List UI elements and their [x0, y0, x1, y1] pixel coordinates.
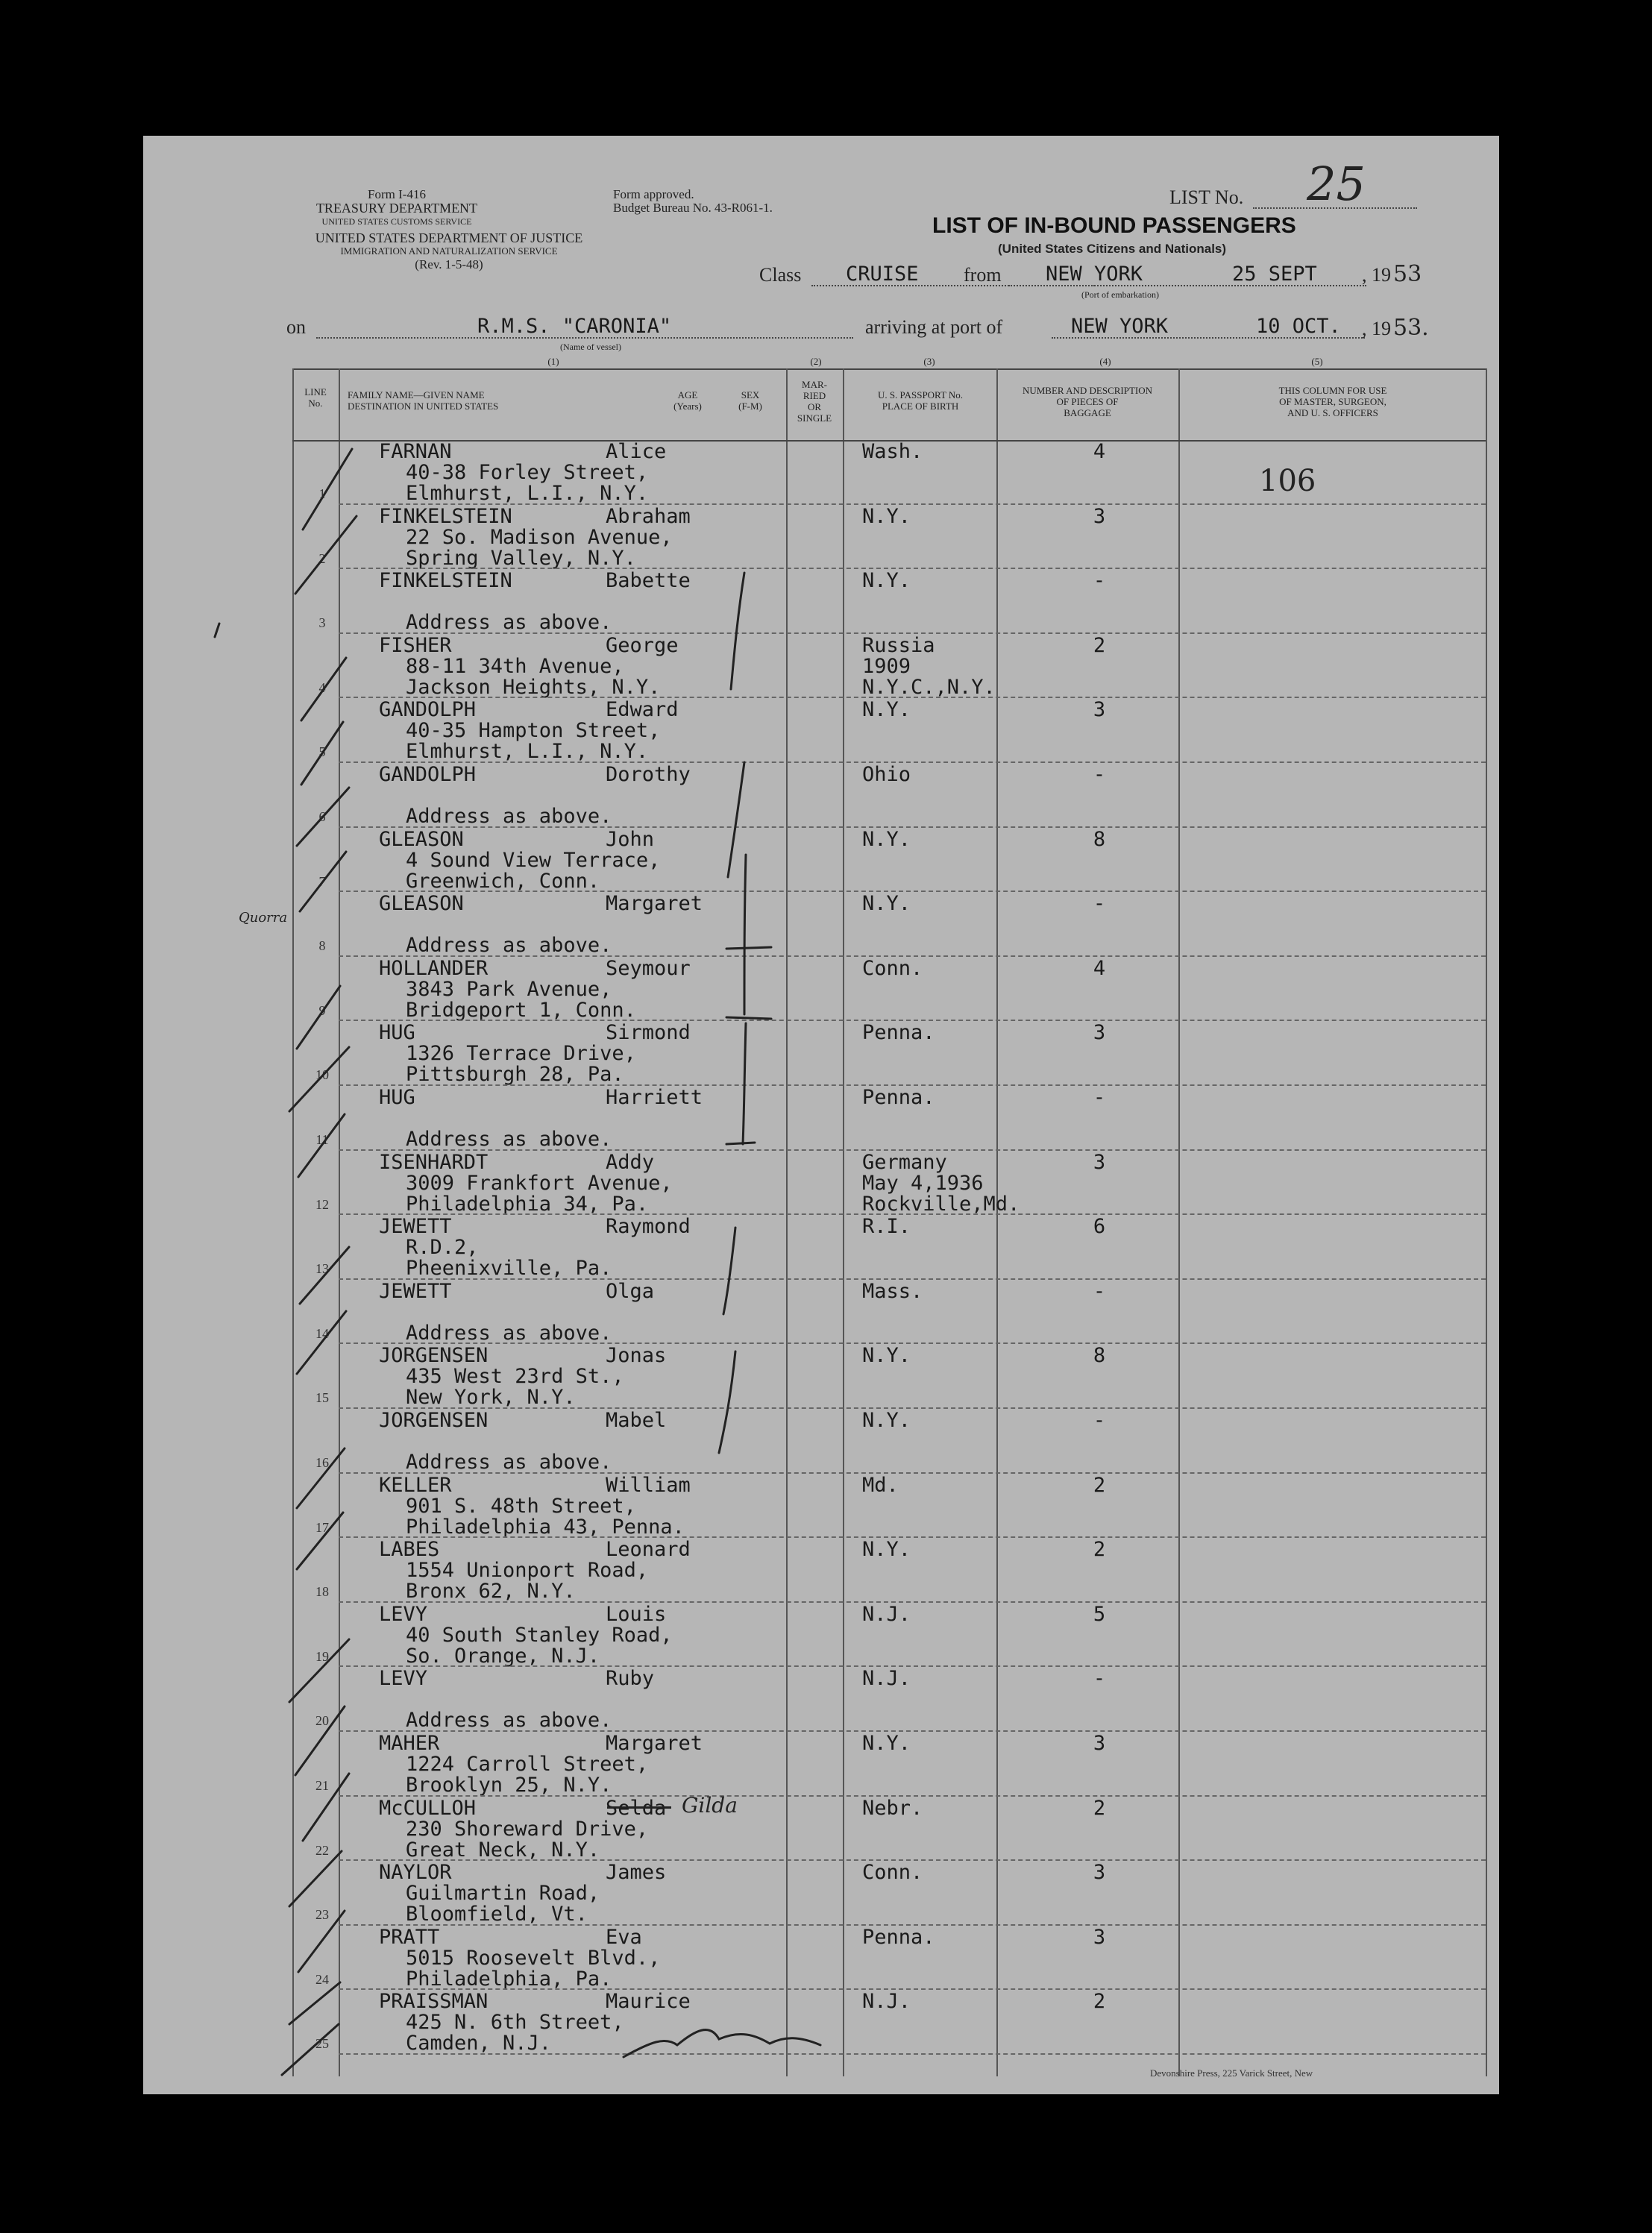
col-num-2: (2)	[810, 356, 822, 367]
baggage-count: 4	[1093, 440, 1106, 463]
tick-mark	[301, 722, 343, 785]
line-number: 23	[315, 1907, 329, 1923]
birthplace: Ohio	[862, 763, 911, 786]
arrival-year: 53.	[1393, 315, 1429, 341]
bracket-line	[744, 855, 746, 1014]
address-line-2: Address as above.	[406, 1451, 612, 1474]
baggage-count: -	[1093, 892, 1106, 916]
line-number: 9	[318, 1002, 326, 1018]
given-name: Eva	[606, 1925, 642, 1949]
family-name: HUG	[379, 1021, 415, 1045]
line-number: 19	[315, 1648, 329, 1664]
list-number: 25	[1307, 157, 1366, 211]
line-number: 4	[318, 679, 326, 695]
line-number: 24	[315, 1971, 329, 1987]
family-name: GANDOLPH	[379, 763, 477, 786]
line-number: 1	[318, 486, 326, 501]
birthplace: Penna.	[862, 1925, 935, 1949]
form-number: Form I-416	[368, 187, 426, 201]
baggage-count: 2	[1093, 1473, 1106, 1497]
family-name: HUG	[379, 1086, 415, 1109]
tick-mark	[301, 658, 346, 720]
address-line-1: 4 Sound View Terrace,	[406, 848, 661, 872]
birthplace: Germany	[862, 1150, 947, 1174]
given-name: Harriett	[606, 1086, 703, 1109]
col-header-line: LINE No.	[304, 386, 327, 409]
tick-mark	[282, 2024, 339, 2075]
address-line-1: 230 Shoreward Drive,	[406, 1817, 649, 1841]
birthplace: N.J.	[862, 1990, 911, 2014]
baggage-count: 3	[1093, 1861, 1106, 1885]
birthplace: N.J.	[862, 1602, 911, 1626]
bracket-line	[731, 573, 744, 689]
baggage-count: -	[1093, 1667, 1106, 1691]
family-name: GLEASON	[379, 892, 464, 916]
given-name: Selda	[606, 1796, 667, 1820]
baggage-count: -	[1093, 763, 1106, 786]
address-line-2: Pheenixville, Pa.	[406, 1257, 612, 1281]
birthplace: R.I.	[862, 1215, 911, 1239]
baggage-count: 5	[1093, 1602, 1106, 1626]
birthplace: Wash.	[862, 440, 923, 463]
family-name: LABES	[379, 1538, 440, 1562]
address-line-1: Guilmartin Road,	[406, 1882, 600, 1906]
on-label: on	[286, 316, 306, 338]
address-line-1: 425 N. 6th Street,	[406, 2011, 624, 2035]
printer-footer: Devonshire Press, 225 Varick Street, New	[1150, 2067, 1313, 2079]
address-line-2: Philadelphia 34, Pa.	[406, 1192, 649, 1216]
class-value: CRUISE	[846, 263, 919, 286]
address-line-1: 3009 Frankfort Avenue,	[406, 1171, 673, 1195]
line-number: 14	[315, 1325, 329, 1341]
address-line-2: Address as above.	[406, 805, 612, 828]
handwritten-correction-22: Gilda	[682, 1793, 738, 1818]
address-line-1: 435 West 23rd St.,	[406, 1365, 624, 1389]
list-label: LIST No.	[1169, 186, 1244, 208]
address-line-2: Elmhurst, L.I., N.Y.	[406, 740, 649, 764]
address-line-1: 22 So. Madison Avenue,	[406, 525, 673, 549]
bracket-line	[728, 762, 744, 877]
line-number: 8	[318, 938, 326, 954]
embarkation-port: NEW YORK	[1046, 263, 1143, 286]
tick-mark	[289, 1639, 349, 1702]
birthplace: Conn.	[862, 956, 923, 980]
given-name: Ruby	[606, 1667, 655, 1691]
revision: (Rev. 1-5-48)	[415, 257, 483, 271]
family-name: ISENHARDT	[379, 1150, 489, 1174]
given-name: Seymour	[606, 956, 691, 980]
family-name: McCULLOH	[379, 1796, 477, 1820]
tick-mark	[289, 1982, 340, 2024]
page-subtitle: (United States Citizens and Nationals)	[998, 242, 1227, 256]
given-name: Jonas	[606, 1344, 667, 1368]
birth-detail-2: N.Y.C.,N.Y.	[862, 675, 996, 699]
col-header-passport: U. S. PASSPORT No. PLACE OF BIRTH	[877, 389, 964, 412]
family-name: PRAISSMAN	[379, 1990, 489, 2014]
address-line-2: So. Orange, N.J.	[406, 1644, 600, 1668]
bracket-line	[723, 1228, 735, 1314]
tick-mark	[300, 1247, 349, 1304]
birthplace: N.Y.	[862, 1538, 911, 1562]
baggage-count: -	[1093, 1086, 1106, 1109]
address-line-2: Address as above.	[406, 934, 612, 958]
tick-mark	[303, 449, 352, 530]
vessel-note: (Name of vessel)	[560, 342, 621, 352]
address-line-1: R.D.2,	[406, 1236, 479, 1260]
baggage-count: 3	[1093, 698, 1106, 722]
address-line-2: Great Neck, N.Y.	[406, 1838, 600, 1862]
col-header-baggage: NUMBER AND DESCRIPTION OF PIECES OF BAGGAGE	[1022, 385, 1153, 418]
given-name: Maurice	[606, 1990, 691, 2014]
baggage-count: -	[1093, 1409, 1106, 1432]
address-line-2: Bloomfield, Vt.	[406, 1903, 588, 1926]
line-number: 7	[318, 873, 326, 889]
address-line-1: 1554 Unionport Road,	[406, 1559, 649, 1583]
baggage-count: 3	[1093, 1925, 1106, 1949]
baggage-count: 3	[1093, 1732, 1106, 1755]
line-number: 12	[315, 1196, 329, 1212]
address-line-2: Camden, N.J.	[406, 2032, 552, 2055]
address-line-2: Elmhurst, L.I., N.Y.	[406, 482, 649, 505]
col-num-1: (1)	[547, 356, 559, 367]
col-header-name: FAMILY NAME—GIVEN NAME DESTINATION IN UNITED STATES	[348, 389, 499, 412]
family-name: NAYLOR	[379, 1861, 452, 1885]
baggage-count: 6	[1093, 1215, 1106, 1239]
baggage-count: 8	[1093, 1344, 1106, 1368]
line-number: 5	[318, 744, 326, 760]
given-name: Sirmond	[606, 1021, 691, 1045]
col-num-5: (5)	[1311, 356, 1323, 367]
baggage-count: 3	[1093, 504, 1106, 528]
col-header-officers: THIS COLUMN FOR USE OF MASTER, SURGEON, AND U. S. OFFICERS	[1278, 385, 1387, 418]
line-number: 11	[315, 1132, 329, 1147]
family-name: MAHER	[379, 1732, 440, 1755]
baggage-count: 2	[1093, 633, 1106, 657]
birthplace: N.Y.	[862, 1344, 911, 1368]
arrival-date: 10 OCT.	[1256, 315, 1341, 338]
family-name: LEVY	[379, 1602, 428, 1626]
address-line-2: Greenwich, Conn.	[406, 869, 600, 893]
address-line-2: Address as above.	[406, 1709, 612, 1733]
bracket-line	[726, 1017, 771, 1019]
bracket-line	[719, 1351, 735, 1453]
line-number: 13	[315, 1261, 329, 1277]
col-header-married: MAR- RIED OR SINGLE	[797, 379, 832, 424]
address-line-2: Jackson Heights, N.Y.	[406, 675, 661, 699]
passenger-manifest-page	[143, 136, 1499, 2094]
address-line-2: Address as above.	[406, 1128, 612, 1151]
tick-mark	[297, 1448, 345, 1508]
given-name: Babette	[606, 569, 691, 593]
family-name: JEWETT	[379, 1279, 452, 1303]
given-name: Alice	[606, 440, 667, 463]
birthplace: N.Y.	[862, 827, 911, 851]
birthplace: Mass.	[862, 1279, 923, 1303]
margin-note: Quorra	[239, 910, 288, 926]
arriving-label: arriving at port of	[865, 316, 1003, 338]
address-line-1: 40-35 Hampton Street,	[406, 719, 661, 743]
treasury-dept: TREASURY DEPARTMENT	[315, 201, 478, 216]
baggage-count: -	[1093, 569, 1106, 593]
budget-bureau: Budget Bureau No. 43-R061-1.	[613, 201, 773, 215]
tick-mark	[297, 986, 340, 1049]
bracket-line	[726, 1143, 755, 1144]
birthplace: Nebr.	[862, 1796, 923, 1820]
given-name: George	[606, 633, 679, 657]
birthplace: Conn.	[862, 1861, 923, 1885]
line-number: 17	[315, 1519, 329, 1535]
ins-service: IMMIGRATION AND NATURALIZATION SERVICE	[340, 245, 558, 257]
tick-mark	[298, 1911, 345, 1972]
family-name: FARNAN	[379, 440, 452, 463]
given-name: Raymond	[606, 1215, 691, 1239]
address-line-1: 40 South Stanley Road,	[406, 1623, 673, 1647]
officer-note: 106	[1259, 464, 1316, 498]
given-name: John	[606, 827, 655, 851]
tick-marks	[143, 136, 1499, 2094]
birth-detail-2: Rockville,Md.	[862, 1192, 1020, 1216]
line-number: 15	[315, 1390, 329, 1406]
given-name: Mabel	[606, 1409, 667, 1432]
given-name: Margaret	[606, 892, 703, 916]
family-name: FINKELSTEIN	[379, 569, 512, 593]
form-approved: Form approved.	[613, 187, 694, 201]
year-prefix-1: , 19	[1362, 264, 1391, 286]
tick-mark	[300, 852, 346, 911]
customs-service: UNITED STATES CUSTOMS SERVICE	[321, 216, 472, 227]
col-header-sex: SEX (F-M)	[738, 389, 762, 412]
given-name: Abraham	[606, 504, 691, 528]
address-line-1: 40-38 Forley Street,	[406, 461, 649, 484]
address-line-2: New York, N.Y.	[406, 1386, 576, 1410]
baggage-count: 2	[1093, 1796, 1106, 1820]
tick-mark	[297, 1311, 346, 1374]
address-line-1: 88-11 34th Avenue,	[406, 654, 624, 678]
bracket-line	[743, 1023, 746, 1144]
family-name: GANDOLPH	[379, 698, 477, 722]
given-name: James	[606, 1861, 667, 1885]
birthplace: Penna.	[862, 1021, 935, 1045]
address-line-1: 901 S. 48th Street,	[406, 1494, 636, 1518]
line-number: 16	[315, 1455, 329, 1470]
departure-year: 53	[1393, 261, 1422, 287]
line-number: 2	[318, 550, 326, 566]
baggage-count: -	[1093, 1279, 1106, 1303]
address-line-2: Bronx 62, N.Y.	[406, 1580, 576, 1604]
address-line-1: 1224 Carroll Street,	[406, 1753, 649, 1776]
birthplace: N.Y.	[862, 1409, 911, 1432]
year-prefix-2: , 19	[1362, 318, 1391, 339]
birthplace: Russia	[862, 633, 935, 657]
line-number: 3	[318, 615, 326, 631]
birth-detail: 1909	[862, 654, 911, 678]
from-label: from	[964, 264, 1002, 286]
family-name: FINKELSTEIN	[379, 504, 512, 528]
given-name: Edward	[606, 698, 679, 722]
family-name: GLEASON	[379, 827, 464, 851]
vessel-name: R.M.S. "CARONIA"	[477, 315, 672, 338]
given-name: Addy	[606, 1150, 655, 1174]
family-name: HOLLANDER	[379, 956, 489, 980]
line-number: 20	[315, 1713, 329, 1729]
birthplace: N.Y.	[862, 1732, 911, 1755]
address-line-1: 1326 Terrace Drive,	[406, 1042, 636, 1066]
baggage-count: 3	[1093, 1021, 1106, 1045]
address-line-2: Philadelphia 43, Penna.	[406, 1515, 685, 1539]
tick-mark	[295, 1706, 345, 1775]
given-name: Leonard	[606, 1538, 691, 1562]
baggage-count: 8	[1093, 827, 1106, 851]
birthplace: N.Y.	[862, 504, 911, 528]
address-line-2: Brooklyn 25, N.Y.	[406, 1774, 612, 1797]
given-name: Margaret	[606, 1732, 703, 1755]
birthplace: Md.	[862, 1473, 899, 1497]
address-line-2: Pittsburgh 28, Pa.	[406, 1063, 624, 1087]
family-name: KELLER	[379, 1473, 452, 1497]
bracket-line	[726, 947, 771, 949]
given-name: Louis	[606, 1602, 667, 1626]
address-line-2: Philadelphia, Pa.	[406, 1967, 612, 1991]
embarkation-note: (Port of embarkation)	[1081, 289, 1159, 300]
tick-mark	[289, 1851, 342, 1906]
given-name: William	[606, 1473, 691, 1497]
family-name: JORGENSEN	[379, 1344, 489, 1368]
family-name: JORGENSEN	[379, 1409, 489, 1432]
birthplace: N.J.	[862, 1667, 911, 1691]
tick-mark	[297, 1513, 343, 1569]
address-line-2: Bridgeport 1, Conn.	[406, 998, 636, 1022]
line-number: 6	[318, 809, 326, 824]
birthplace: N.Y.	[862, 892, 911, 916]
birth-detail: May 4,1936	[862, 1171, 984, 1195]
col-num-3: (3)	[923, 356, 935, 367]
line-number: 21	[315, 1778, 329, 1793]
family-name: JEWETT	[379, 1215, 452, 1239]
tick-mark	[297, 788, 349, 846]
departure-date: 25 SEPT	[1232, 263, 1317, 286]
given-name: Olga	[606, 1279, 655, 1303]
given-name: Dorothy	[606, 763, 691, 786]
baggage-count: 4	[1093, 956, 1106, 980]
tick-mark	[303, 1774, 349, 1841]
baggage-count: 2	[1093, 1990, 1106, 2014]
arrival-port: NEW YORK	[1071, 315, 1169, 338]
baggage-count: 3	[1093, 1150, 1106, 1174]
address-line-1: 3843 Park Avenue,	[406, 977, 612, 1001]
birthplace: N.Y.	[862, 698, 911, 722]
family-name: FISHER	[379, 633, 452, 657]
birthplace: Penna.	[862, 1086, 935, 1109]
line-number: 25	[315, 2036, 329, 2052]
tick-mark	[298, 1114, 345, 1177]
address-line-1: 5015 Roosevelt Blvd.,	[406, 1946, 661, 1970]
address-line-2: Address as above.	[406, 1321, 612, 1345]
col-num-4: (4)	[1099, 356, 1111, 367]
class-label: Class	[759, 264, 802, 286]
family-name: PRATT	[379, 1925, 440, 1949]
signature	[624, 2030, 820, 2057]
address-line-2: Spring Valley, N.Y.	[406, 546, 636, 570]
line-number: 18	[315, 1584, 329, 1600]
col-header-age: AGE (Years)	[673, 389, 702, 412]
tick-mark	[215, 624, 219, 637]
page-title: LIST OF IN-BOUND PASSENGERS	[932, 213, 1296, 238]
baggage-count: 2	[1093, 1538, 1106, 1562]
line-number: 10	[315, 1067, 329, 1083]
justice-dept: UNITED STATES DEPARTMENT OF JUSTICE	[315, 230, 583, 245]
line-number: 22	[315, 1842, 329, 1858]
family-name: LEVY	[379, 1667, 428, 1691]
tick-mark	[289, 1047, 349, 1111]
birthplace: N.Y.	[862, 569, 911, 593]
address-line-2: Address as above.	[406, 611, 612, 635]
